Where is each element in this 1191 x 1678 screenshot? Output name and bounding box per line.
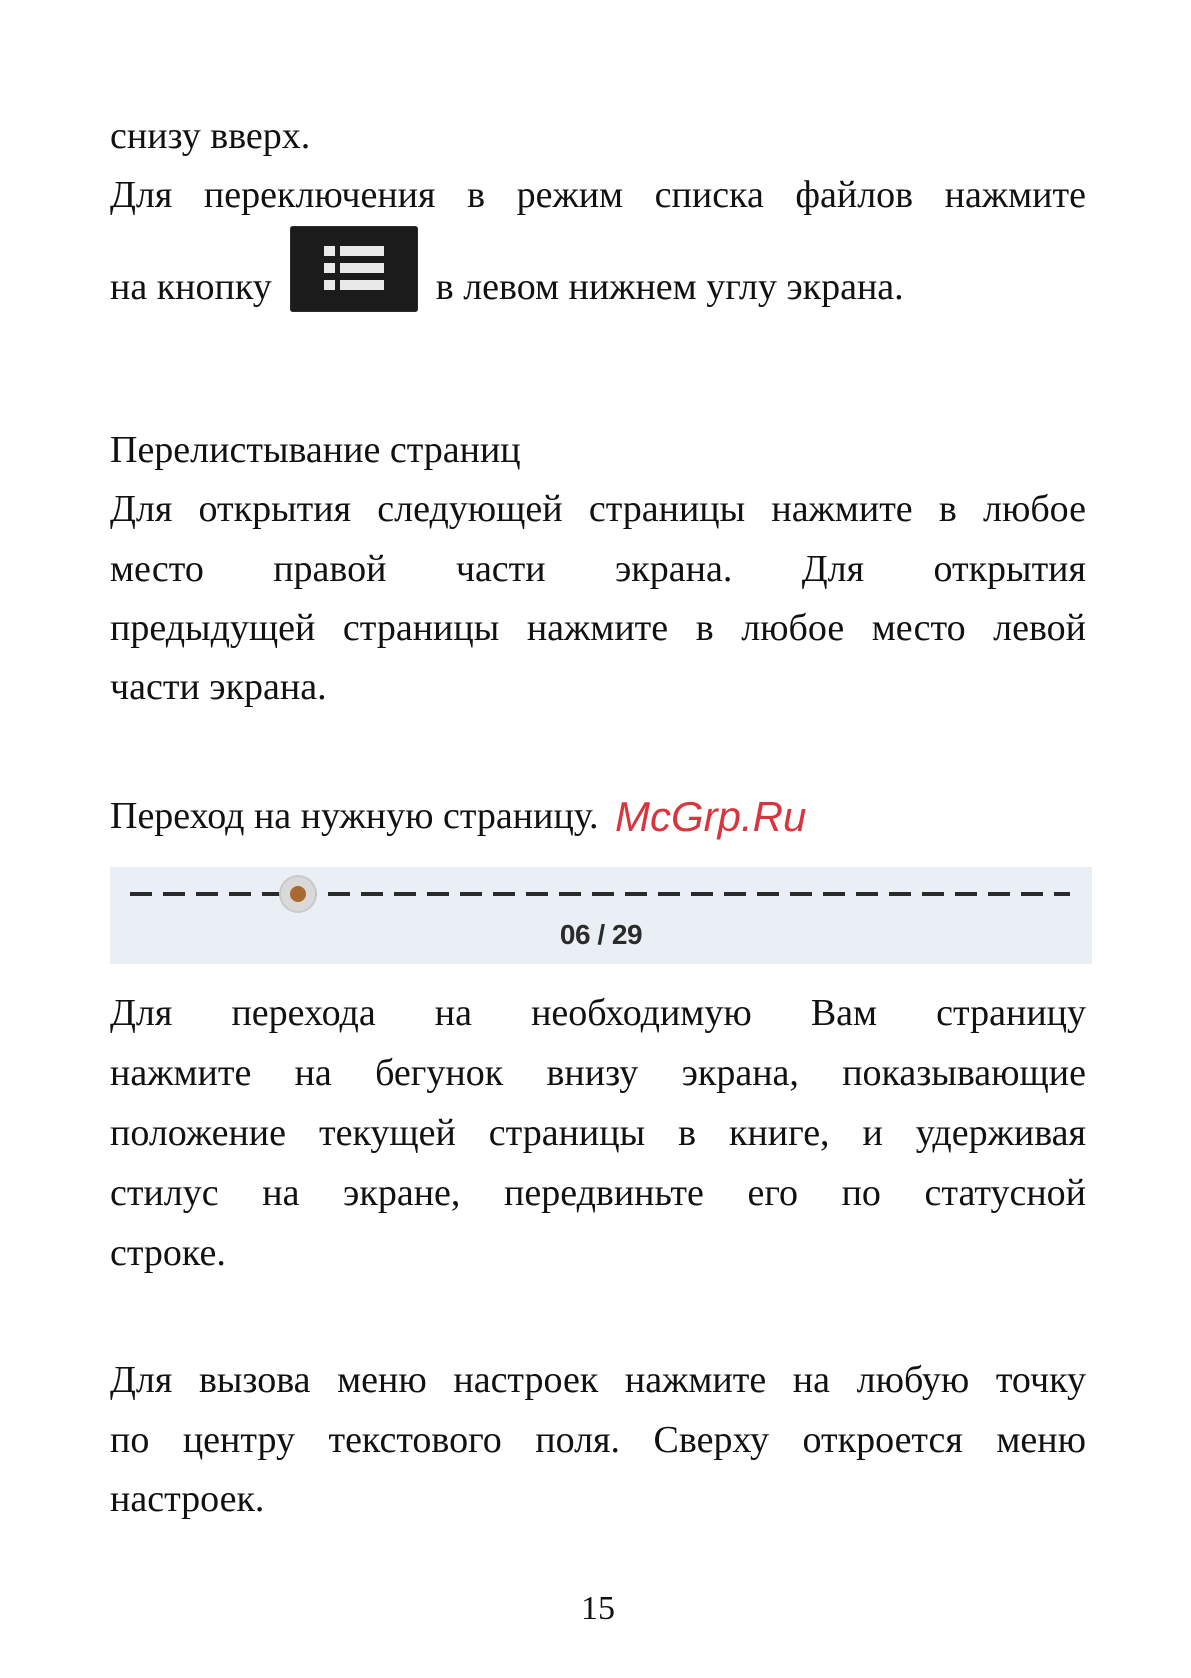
- intro-button-row: [110, 232, 1086, 324]
- page-counter: 06 / 29: [559, 919, 643, 950]
- settings-line-3: настроек.: [110, 1478, 265, 1520]
- flipping-heading: Перелистывание страниц: [110, 429, 521, 471]
- watermark-text: McGrp.Ru: [615, 793, 807, 840]
- page-number: 15: [581, 1590, 615, 1627]
- page-slider-panel: [110, 867, 1092, 964]
- settings-line-2: по центру текстового поля. Сверху откроется меню: [110, 1419, 1086, 1461]
- intro-after-button: в левом нижнем углу экрана.: [435, 266, 904, 308]
- page-slider-thumb[interactable]: [281, 877, 315, 911]
- settings-line-1: Для вызова меню настроек нажмите на любую точку: [110, 1359, 1086, 1401]
- flipping-line-1: Для открытия следующей страницы нажмите в любое: [110, 488, 1086, 530]
- goto-line-3: положение текущей страницы в книге, и удерживая: [110, 1112, 1086, 1154]
- list-view-icon: [290, 226, 418, 312]
- document-page: [110, 0, 1086, 1678]
- intro-line-1: снизу вверх.: [110, 115, 311, 157]
- goto-line-1: Для перехода на необходимую Вам страницу: [110, 992, 1086, 1034]
- goto-heading: Переход на нужную страницу.: [110, 795, 599, 837]
- intro-before-button: на кнопку: [110, 266, 272, 308]
- intro-line-2: Для переключения в режим списка файлов нажмите: [110, 174, 1086, 216]
- flipping-line-3: предыдущей страницы нажмите в любое место левой: [110, 607, 1086, 649]
- flipping-line-4: части экрана.: [110, 666, 327, 708]
- flipping-line-2: место правой части экрана. Для открытия: [110, 548, 1086, 590]
- goto-line-2: нажмите на бегунок внизу экрана, показывающие: [110, 1052, 1086, 1094]
- page-slider-track[interactable]: [130, 892, 1070, 896]
- goto-line-4: стилус на экране, передвиньте его по статусной: [110, 1172, 1086, 1214]
- goto-line-5: строке.: [110, 1232, 226, 1274]
